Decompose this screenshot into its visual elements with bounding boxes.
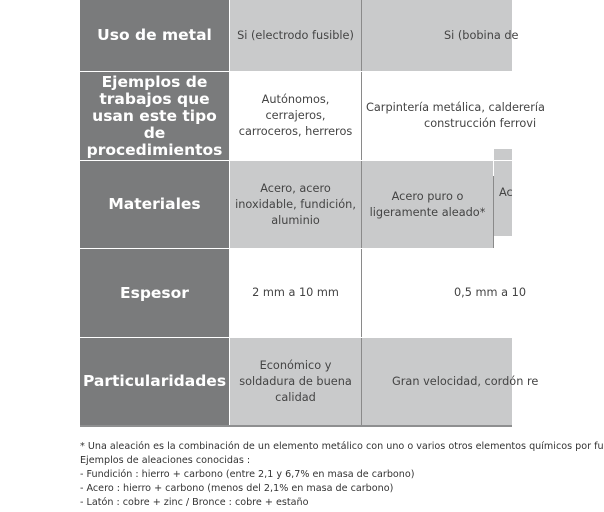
table-cell: Económico y soldadura de buena calidad xyxy=(230,338,361,425)
divider xyxy=(80,337,512,338)
footnote-line: - Acero : hierro + carbono (menos del 2,1% en masa de carbono) xyxy=(80,483,394,494)
table-cell: Acero puro o ligeramente aleado* xyxy=(362,161,493,248)
table-cell: Ac xyxy=(494,149,512,236)
footnote-line: - Fundición : hierro + carbono (entre 2,1 y 6,7% en masa de carbono) xyxy=(80,469,415,480)
table-cell: 2 mm a 10 mm xyxy=(230,249,361,337)
row-header-materiales: Materiales xyxy=(80,161,229,248)
footnote-line: Ejemplos de aleaciones conocidas : xyxy=(80,455,251,466)
table-cell: Autónomos, cerrajeros, carroceros, herreros xyxy=(230,72,361,160)
footnote-line: * Una aleación es la combinación de un elemento metálico con uno o varios otros elementos químicos por fu xyxy=(80,441,604,452)
divider xyxy=(493,176,494,248)
table-cell: Gran velocidad, cordón re xyxy=(362,338,512,425)
divider xyxy=(80,248,512,249)
divider xyxy=(80,71,512,72)
table-cell: Acero, acero inoxidable, fundición, aluminio xyxy=(230,161,361,248)
table-bottom-border xyxy=(80,425,512,427)
divider xyxy=(80,160,512,161)
table-cell: Carpintería metálica, calderería construcción ferrovi xyxy=(362,72,512,160)
row-header-particularidades: Particularidades xyxy=(80,338,229,425)
divider xyxy=(361,0,362,425)
table-cell: Si (bobina de xyxy=(362,0,512,71)
table-cell: Si (electrodo fusible) xyxy=(230,0,361,71)
footnote-line: - Latón : cobre + zinc / Bronce : cobre + estaño xyxy=(80,497,309,508)
footnotes xyxy=(80,440,604,510)
row-header-espesor: Espesor xyxy=(80,249,229,337)
divider xyxy=(229,0,230,425)
row-header-uso-de-metal: Uso de metal xyxy=(80,0,229,71)
row-header-ejemplos: Ejemplos de trabajos que usan este tipo de procedimientos xyxy=(80,72,229,160)
table-cell: 0,5 mm a 10 xyxy=(362,249,512,337)
